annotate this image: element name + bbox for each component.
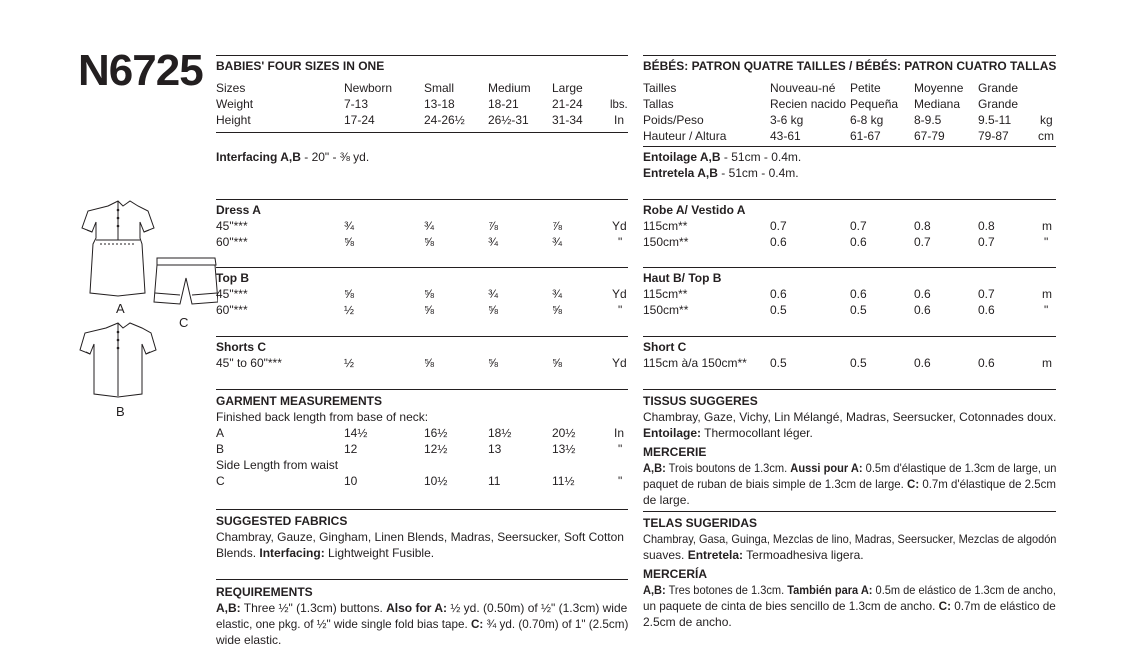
label-c: C	[179, 315, 189, 330]
rule	[216, 336, 628, 337]
pattern-number: N6725	[78, 46, 203, 95]
shorts-c-icon	[154, 258, 218, 304]
top-b-icon	[80, 323, 156, 397]
fabrics-line-1: Chambray, Gauze, Gingham, Linen Blends, Madras, Seersucker, Soft Cotton	[216, 530, 624, 544]
merceria-line-2: un paquete de cinta de bies sencillo de 1.3cm de ancho. C: 0.7m de elástico de	[643, 599, 1056, 613]
short-title: Short C	[643, 340, 687, 354]
rule	[216, 579, 628, 580]
rule	[216, 389, 628, 390]
label-a: A	[116, 301, 125, 316]
garment-title: GARMENT MEASUREMENTS	[216, 394, 383, 408]
rule	[643, 267, 1056, 268]
rule	[216, 132, 628, 133]
shorts-title: Shorts C	[216, 340, 267, 354]
rule	[643, 146, 1056, 147]
merceria-line-3: 2.5cm de ancho.	[643, 615, 732, 629]
requirements-line-2: elastic, one pkg. of ½" wide single fold bias tape. C: ¾ yd. (0.70m) of 1" (2.5cm)	[216, 617, 629, 631]
requirements-title: REQUIREMENTS	[216, 585, 313, 599]
telas-title: TELAS SUGERIDAS	[643, 516, 758, 530]
requirements-line-1: A,B: Three ½" (1.3cm) buttons. Also for A: ½ yd. (0.50m) of ½" (1.3cm) wide	[216, 601, 628, 615]
fabrics-line-2: Blends. Interfacing: Lightweight Fusible.	[216, 546, 435, 560]
rule	[643, 511, 1056, 512]
entretela-line: Entretela A,B - 51cm - 0.4m.	[643, 166, 799, 180]
top-title: Top B	[216, 271, 250, 285]
rule	[643, 389, 1056, 390]
dress-a-icon	[82, 201, 154, 296]
mercerie-title: MERCERIE	[643, 445, 707, 459]
telas-line-1: Chambray, Gasa, Guinga, Mezclas de lino, Madras, Seersucker, Mezclas de algodón	[643, 532, 1057, 546]
tissus-title: TISSUS SUGGERES	[643, 394, 758, 408]
dress-title: Dress A	[216, 203, 261, 217]
rule	[643, 336, 1056, 337]
mercerie-line-1: A,B: Trois boutons de 1.3cm. Aussi pour A: 0.5m d'élastique de 1.3cm de large, un	[643, 461, 1057, 475]
mercerie-line-2: paquet de ruban de biais simple de 1.3cm de large. C: 0.7m d'élastique de 2.5cm	[643, 477, 1056, 491]
top-rule-right	[643, 55, 1056, 56]
merceria-title: MERCERÍA	[643, 567, 708, 581]
entoilage-line: Entoilage A,B - 51cm - 0.4m.	[643, 150, 802, 164]
garment-illustrations	[78, 198, 218, 428]
right-title: BÉBÉS: PATRON QUATRE TAILLES / BÉBÉS: PATRON CUATRO TALLAS	[643, 59, 1057, 73]
requirements-line-3: wide elastic.	[216, 633, 282, 647]
label-b: B	[116, 404, 125, 419]
rule	[643, 199, 1056, 200]
robe-title: Robe A/ Vestido A	[643, 203, 746, 217]
rule	[216, 199, 628, 200]
telas-line-2: suaves. Entretela: Termoadhesiva ligera.	[643, 548, 864, 562]
rule	[216, 509, 628, 510]
top-rule-left	[216, 55, 628, 56]
tissus-line: Chambray, Gaze, Vichy, Lin Mélangé, Madras, Seersucker, Cotonnades doux.	[643, 410, 1057, 424]
fabrics-title: SUGGESTED FABRICS	[216, 514, 348, 528]
tissus-entoilage: Entoilage: Thermocollant léger.	[643, 426, 813, 440]
merceria-line-1: A,B: Tres botones de 1.3cm. También para A: 0.5m de elástico de 1.3cm de ancho,	[643, 583, 1056, 597]
mercerie-line-3: de large.	[643, 493, 690, 507]
rule	[216, 267, 628, 268]
interfacing-line: Interfacing A,B - 20" - ⅜ yd.	[216, 150, 370, 164]
left-title: BABIES' FOUR SIZES IN ONE	[216, 59, 385, 73]
haut-title: Haut B/ Top B	[643, 271, 722, 285]
